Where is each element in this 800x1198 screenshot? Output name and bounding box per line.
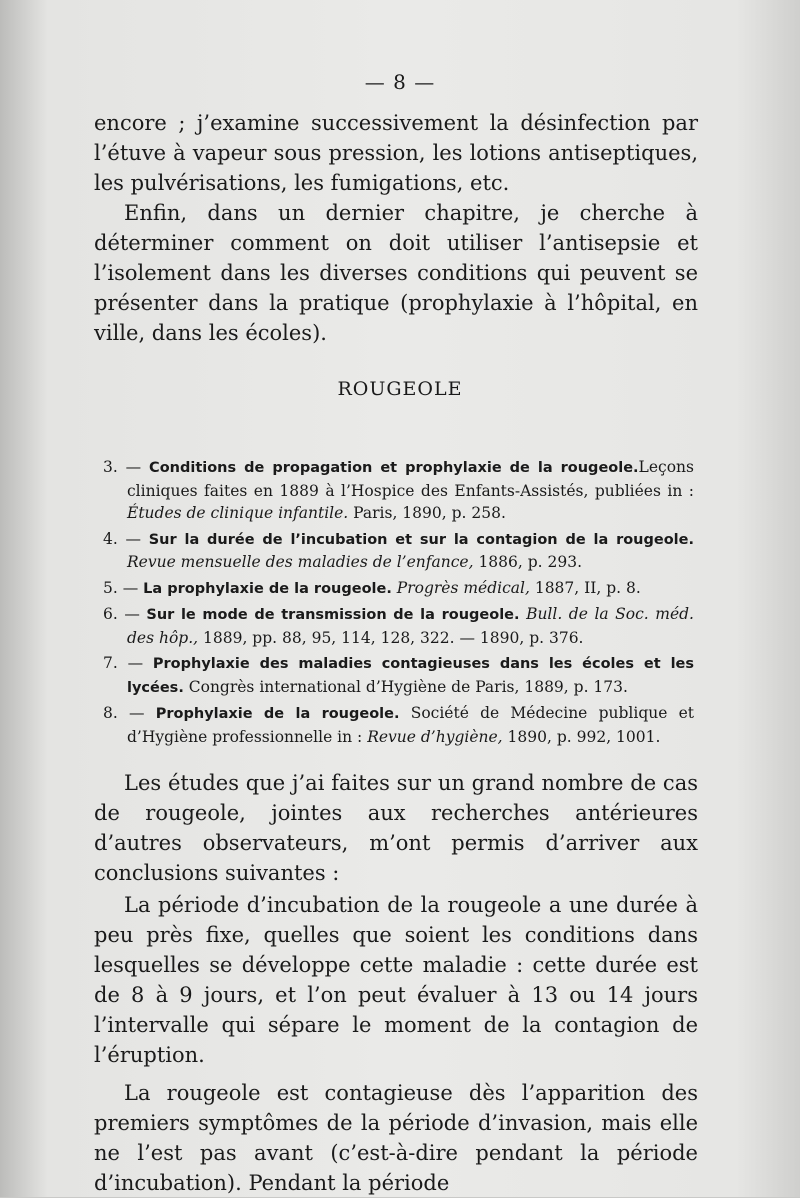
- reference-item: [103, 652, 694, 699]
- reference-title: Conditions de propagation et prophylaxie de la rougeole.: [149, 460, 639, 476]
- reference-citation: Paris, 1890, p. 258.: [348, 504, 506, 522]
- body-paragraph-3: La rougeole est contagieuse dès l’apparition des premiers symptômes de la période d’invasion, mais elle ne l’est pas avant (c’est-à-dire pendant la période d’incubation). Pendant la période: [94, 1081, 698, 1195]
- reference-number: 3.: [103, 458, 118, 476]
- reference-title: Prophylaxie de la rougeole.: [155, 706, 400, 722]
- reference-number: 6.: [103, 605, 118, 623]
- reference-number: 5.: [103, 578, 118, 597]
- reference-separator: —: [127, 654, 144, 672]
- reference-number: 8.: [103, 704, 118, 722]
- reference-title: Sur la durée de l’incubation et sur la contagion de la rougeole.: [148, 531, 694, 548]
- reference-item: [103, 456, 694, 525]
- reference-details: Société de Médecine publique et d’Hygiène professionnelle in :: [127, 704, 695, 746]
- reference-title: La prophylaxie de la rougeole.: [143, 580, 392, 597]
- body-text: [94, 768, 698, 1198]
- reference-details: Congrès international d’Hygiène de Paris, 1889, p. 173.: [183, 677, 628, 696]
- reference-item: [103, 528, 694, 574]
- reference-citation: 1886, p. 293.: [473, 553, 583, 571]
- reference-list: [103, 456, 694, 751]
- intro-text: [94, 108, 698, 348]
- reference-separator: —: [122, 578, 139, 597]
- reference-publication: Études de clinique infantile.: [127, 504, 349, 522]
- body-paragraph-1: Les études que j’ai faites sur un grand nombre de cas de rougeole, jointes aux recherches antérieures d’autres observateurs, m’ont permis d’arriver aux conclusions suivantes :: [94, 771, 698, 885]
- reference-publication: Progrès médical,: [396, 578, 530, 597]
- reference-item: [103, 702, 694, 748]
- reference-title: Sur le mode de transmission de la rougeole.: [146, 607, 520, 623]
- section-title: ROUGEOLE: [337, 378, 463, 400]
- reference-citation: 1890, p. 992, 1001.: [502, 727, 661, 746]
- reference-publication: Bull. de la Soc. méd. des hôp.,: [127, 605, 694, 647]
- reference-title: Prophylaxie des maladies contagieuses dans les écoles et les lycées.: [127, 656, 695, 696]
- reference-separator: —: [125, 529, 142, 548]
- reference-item: [103, 603, 694, 649]
- reference-details: Leçons cliniques faites en 1889 à l’Hospice des Enfants-Assistés, publiées in :: [127, 458, 694, 500]
- reference-citation: 1889, pp. 88, 95, 114, 128, 322. — 1890, p. 376.: [198, 628, 584, 647]
- reference-item: [103, 577, 694, 601]
- reference-publication: Revue mensuelle des maladies de l’enfance,: [127, 553, 474, 571]
- reference-separator: —: [129, 704, 145, 722]
- reference-number: 7.: [103, 654, 118, 672]
- page-number: — 8 —: [364, 70, 436, 94]
- intro-paragraph-2: Enfin, dans un dernier chapitre, je cherche à déterminer comment on doit utiliser l’antisepsie et l’isolement dans les diverses conditions qui peuvent se présenter dans la pratique (prophylaxie à l’hôpital, en ville, dans les écoles).: [94, 201, 698, 345]
- reference-separator: —: [124, 605, 140, 623]
- body-paragraph-2: La période d’incubation de la rougeole a une durée à peu près fixe, quelles que soient les conditions dans lesquelles se développe cette maladie : cette durée est de 8 à 9 jours, et l’on peut évaluer à 13 ou 14 jours l’intervalle qui sépare le moment de la contagion de l’éruption.: [94, 893, 698, 1067]
- reference-separator: —: [125, 458, 142, 476]
- reference-citation: 1887, II, p. 8.: [529, 578, 641, 597]
- intro-paragraph-1: encore ; j’examine successivement la désinfection par l’étuve à vapeur sous pression, les lotions antiseptiques, les pulvérisations, les fumigations, etc.: [94, 111, 698, 195]
- reference-number: 4.: [103, 529, 118, 548]
- reference-publication: Revue d’hygiène,: [367, 727, 503, 746]
